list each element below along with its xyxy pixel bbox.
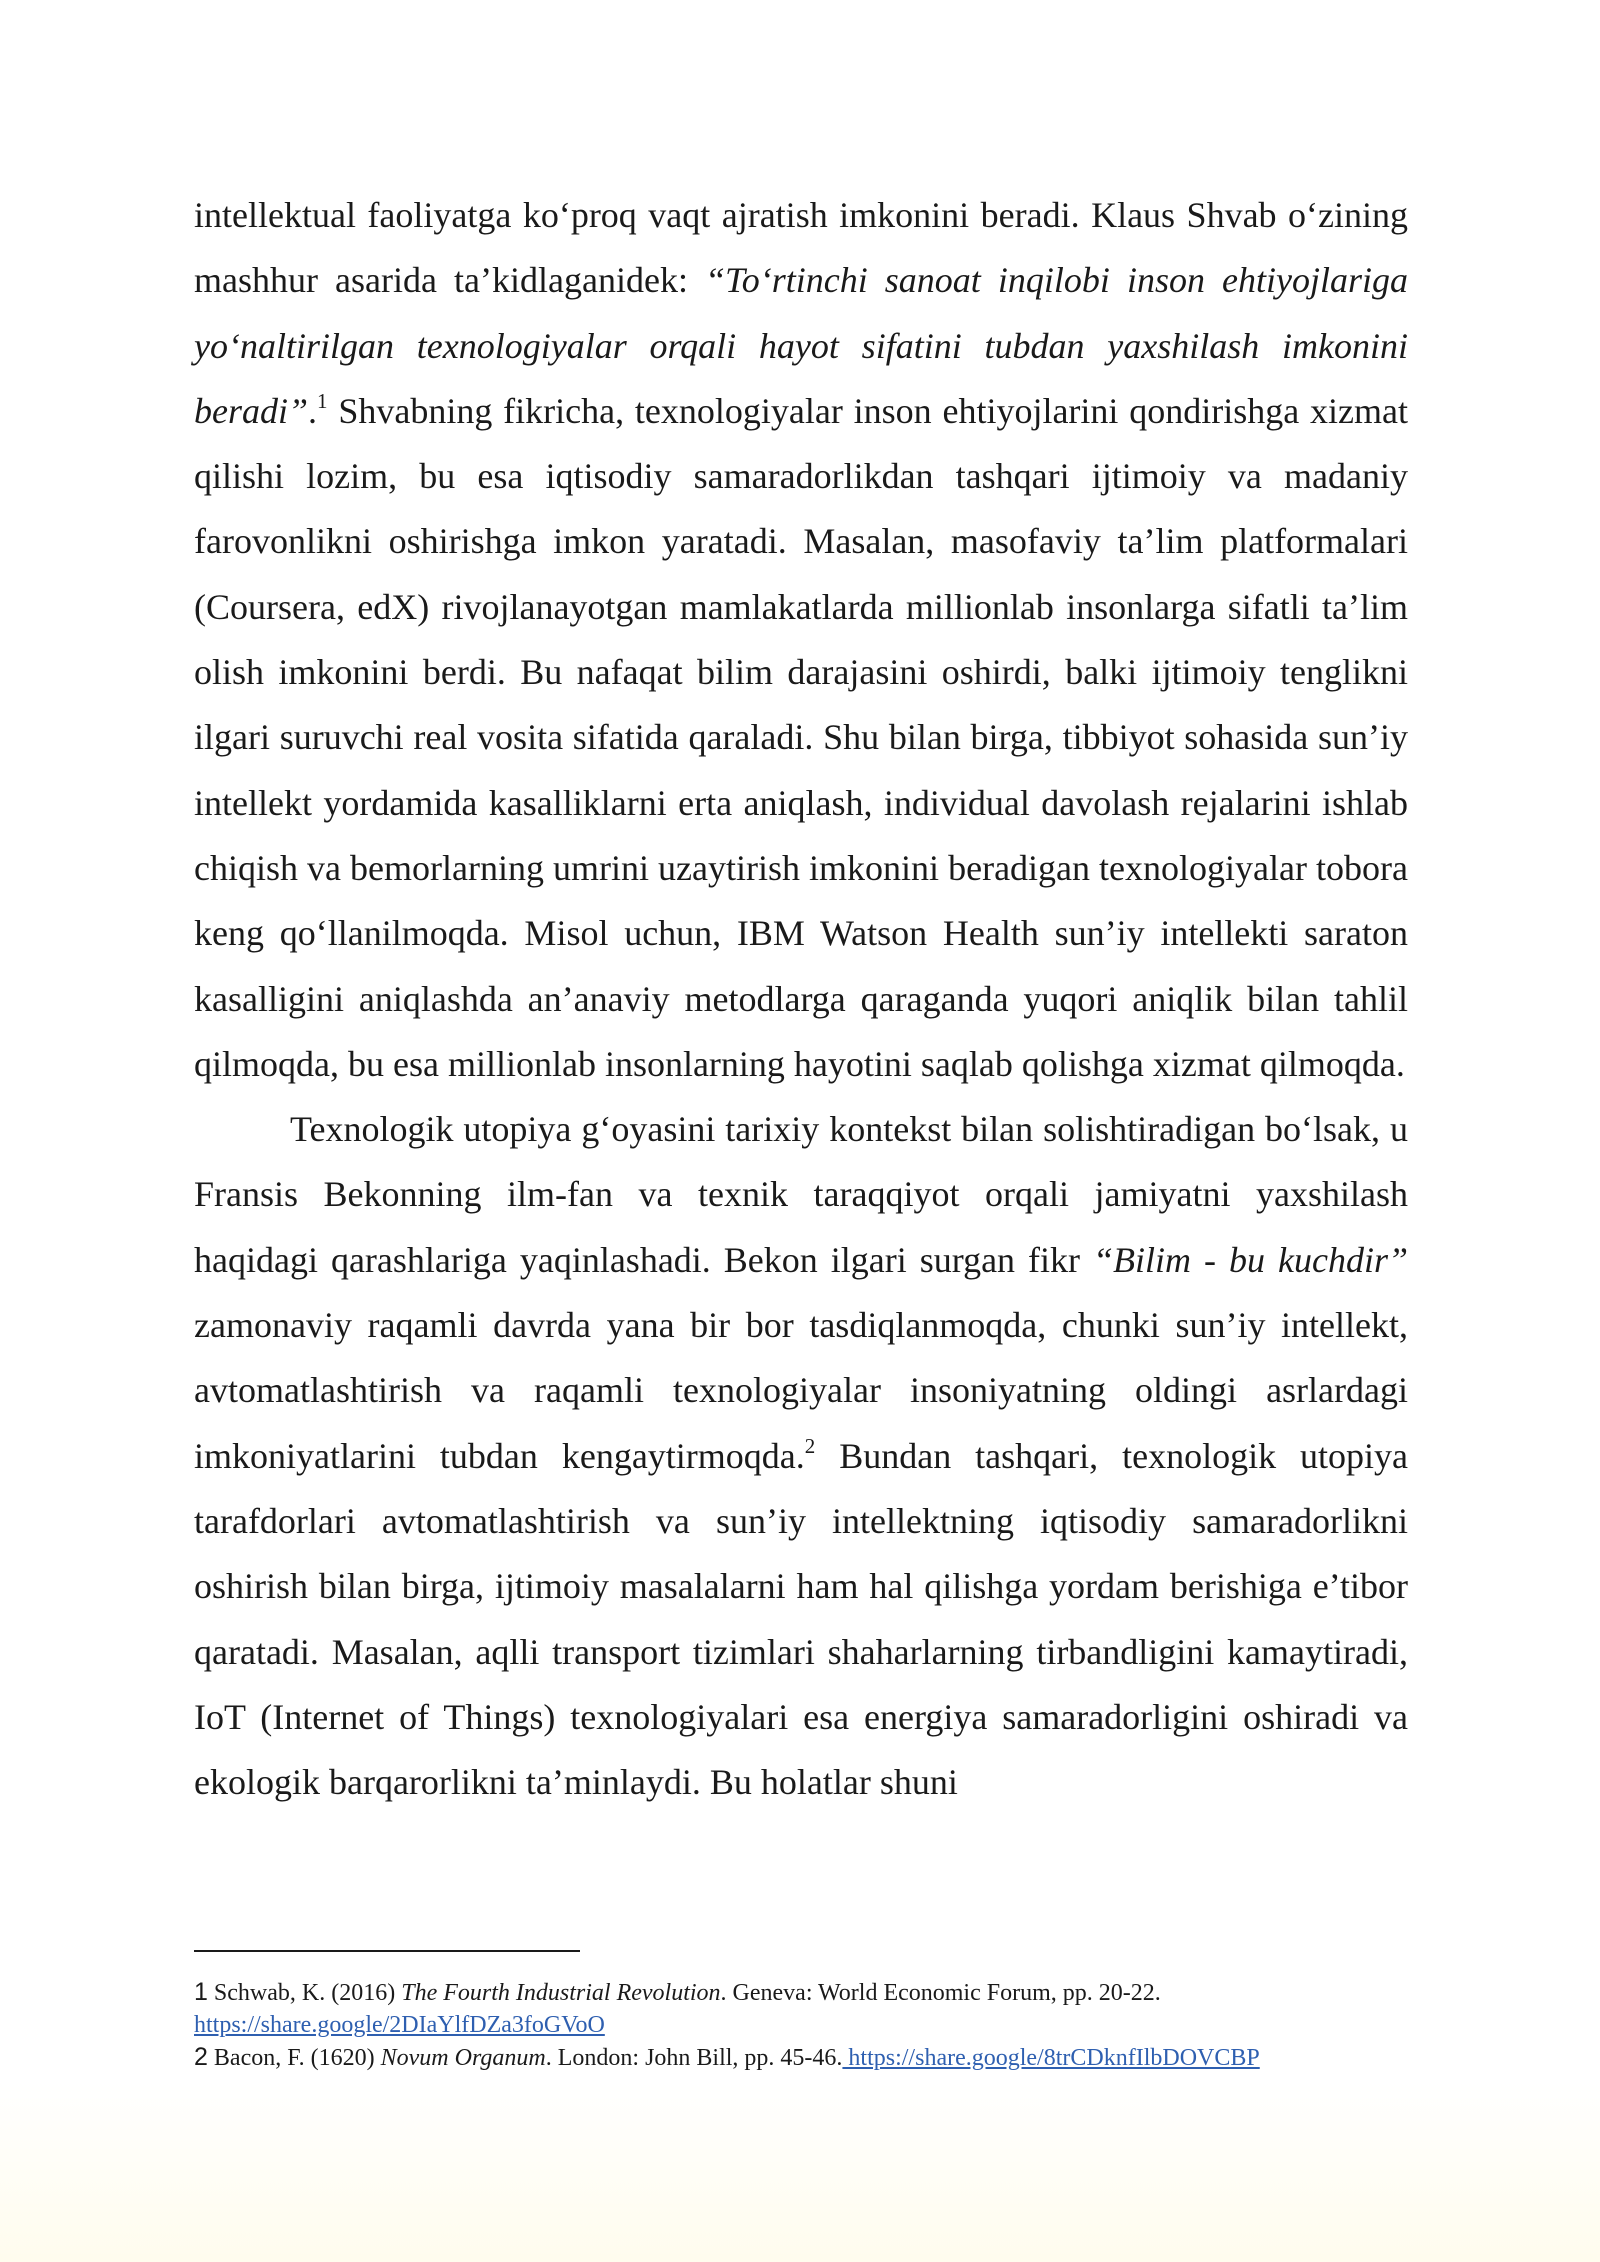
footnote-1: [194, 1976, 1424, 2041]
footnote-text: . London: John Bill, pp. 45-46.: [545, 2045, 843, 2071]
footnotes: [194, 1976, 1424, 2074]
paragraph-1-run-1: intellektual faoliyatga ko‘proq vaqt ajratish imkonini beradi. Klaus Shvab o‘zining mashhur asarida ta’kidlaganidek:: [194, 195, 1408, 301]
paragraph-1-run-3: .: [308, 390, 318, 431]
footnote-ref-2[interactable]: 2: [804, 1433, 816, 1458]
footnote-number: 2: [194, 2043, 208, 2071]
footnote-text: Schwab, K. (2016): [207, 1980, 402, 2006]
paragraph-2-run-1: Texnologik utopiya g‘oyasini tarixiy kontekst bilan solishtiradigan bo‘lsak, u Fransis Bekonning ilm-fan va texnik taraqqiyot orqali jamiyatni yaxshilash haqidagi qarashlariga yaqinlashadi. Bekon ilgari surgan fikr: [194, 1109, 1408, 1280]
footnote-link[interactable]: https://share.google/2DIaYlfDZa3foGVoO: [194, 2012, 605, 2038]
footnote-2: [194, 2041, 1424, 2074]
footnote-text: Bacon, F. (1620): [207, 2045, 381, 2071]
body-text: [194, 183, 1408, 1815]
footnote-title: The Fourth Industrial Revolution: [401, 1980, 721, 2006]
footnote-title: Novum Organum: [380, 2045, 546, 2071]
page-bottom-tint: [0, 2082, 1600, 2262]
footnote-ref-1[interactable]: 1: [317, 388, 328, 413]
paragraph-2-run-5: Bundan tashqari, texnologik utopiya tarafdorlari avtomatlashtirish va sun’iy intellektning iqtisodiy samaradorlikni oshirish bilan birga, ijtimoiy masalalarni ham hal qilishga yordam berishiga e’tibor qaratadi. Masalan, aqlli transport tizimlari shaharlarning tirbandligini kamaytiradi, IoT (Internet of Things) texnologiyalari esa energiya samaradorligini oshiradi va ekologik barqarorlikni ta’minlaydi. Bu holatlar shuni: [194, 1435, 1408, 1803]
paragraph-1-run-5: Shvabning fikricha, texnologiyalar inson ehtiyojlarini qondirishga xizmat qilishi lozim, bu esa iqtisodiy samaradorlikdan tashqari ijtimoiy va madaniy farovonlikni oshirishga imkon yaratadi. Masalan, masofaviy ta’lim platformalari (Coursera, edX) rivojlanayotgan mamlakatlarda millionlab insonlarga sifatli ta’lim olish imkonini berdi. Bu nafaqat bilim darajasini oshirdi, balki ijtimoiy tenglikni ilgari suruvchi real vosita sifatida qaraladi. Shu bilan birga, tibbiyot sohasida sun’iy intellekt yordamida kasalliklarni erta aniqlash, individual davolash rejalarini ishlab chiqish va bemorlarning umrini uzaytirish imkonini beradigan texnologiyalar tobora keng qo‘llanilmoqda. Misol uchun, IBM Watson Health sun’iy intellekti saraton kasalligini aniqlashda an’anaviy metodlarga qaraganda yuqori aniqlik bilan tahlil qilmoqda, bu esa millionlab insonlarning hayotini saqlab qolishga xizmat qilmoqda.: [194, 390, 1408, 1084]
paragraph-2: [194, 1097, 1408, 1815]
footnote-link[interactable]: https://share.google/8trCDknfIlbDOVCBP: [842, 2045, 1260, 2071]
footnote-text: . Geneva: World Economic Forum, pp. 20-22.: [720, 1980, 1161, 2006]
schwab-quote: “To‘rtinchi sanoat inqilobi inson ehtiyojlariga yo‘naltirilgan texnologiyalar orqali hayot sifatini tubdan yaxshilash imkonini beradi”: [194, 260, 1408, 431]
paragraph-2-run-3: zamonaviy raqamli davrda yana bir bor tasdiqlanmoqda, chunki sun’iy intellekt, avtomatlashtirish va raqamli texnologiyalar insoniyatning oldingi asrlardagi imkoniyatlarini tubdan kengaytirmoqda.: [194, 1305, 1408, 1476]
footnote-number: 1: [194, 1978, 208, 2006]
bacon-quote: “Bilim - bu kuchdir”: [1093, 1239, 1408, 1280]
paragraph-1: [194, 183, 1408, 1097]
footnote-separator: [194, 1950, 580, 1952]
